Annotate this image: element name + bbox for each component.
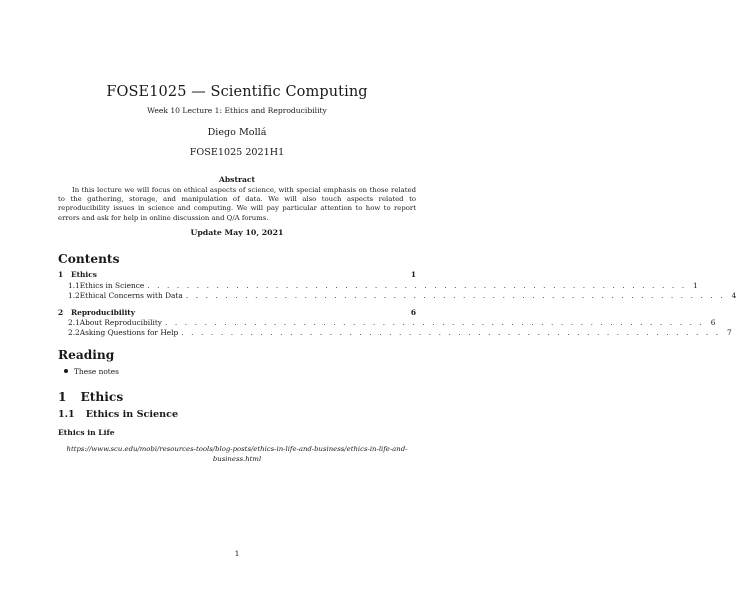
toc-entry[interactable] xyxy=(58,308,416,318)
section-title: Ethics xyxy=(80,390,124,404)
toc-leader-dots: . . . . . . . . . . . . . . . . . . . . . . . . . . . . . . . . . . . . . . . . . . . . . . . . . . . . . . . xyxy=(181,328,721,337)
toc-entry[interactable] xyxy=(58,281,698,291)
toc-entry-label: Ethics xyxy=(71,270,97,279)
paragraph-heading: Ethics in Life xyxy=(58,428,115,437)
toc-leader-dots: . . . . . . . . . . . . . . . . . . . . . . . . . . . . . . . . . . . . . . . . . . . . . . . . . . . . . . . xyxy=(147,281,687,290)
toc-entry-number: 2.2 xyxy=(68,328,80,337)
section-number: 1 xyxy=(58,390,67,404)
toc-entry-number: 2.1 xyxy=(68,318,80,327)
toc-leader-dots: . . . . . . . . . . . . . . . . . . . . . . . . . . . . . . . . . . . . . . . . . . . . . . . . . . . . . . . xyxy=(185,291,726,300)
abstract-text: In this lecture we will focus on ethical aspects of science, with special emphasis on those related to the gathering, storage, and manipulation of data. We will also touch aspects related to reproducibility issues in science and computing. We will pay particular attention to how to report errors and ask for help in online discussion and Q/A forums. xyxy=(58,186,416,222)
subsection-heading xyxy=(58,409,178,420)
document-title: FOSE1025 — Scientific Computing xyxy=(106,84,368,100)
toc-entry-label: Ethics in Science xyxy=(79,281,145,290)
reading-item-label: These notes xyxy=(74,367,119,376)
bullet-icon xyxy=(64,369,68,373)
section-heading xyxy=(58,390,123,404)
toc-entry-number: 1.1 xyxy=(68,281,80,290)
page-number: 1 xyxy=(234,549,240,558)
reading-heading: Reading xyxy=(58,348,115,362)
document-author: Diego Mollá xyxy=(207,127,267,138)
toc-entry[interactable] xyxy=(58,291,736,301)
toc-entry-page: 6 xyxy=(710,318,716,327)
reference-link[interactable]: https://www.scu.edu/mobi/resources-tools/blog-posts/ethics-in-life-and-business/ethics-in-life-and-business.html xyxy=(66,445,408,463)
toc-entry-label: Asking Questions for Help xyxy=(79,328,179,337)
subsection-title: Ethics in Science xyxy=(85,409,179,420)
document-subtitle: Week 10 Lecture 1: Ethics and Reproducibility xyxy=(147,106,327,115)
toc-entry-page: 1 xyxy=(693,281,698,290)
toc-entry-number: 2 xyxy=(58,308,64,317)
toc-entry-label: Reproducibility xyxy=(71,308,135,317)
toc-entry[interactable] xyxy=(58,328,732,338)
abstract-heading: Abstract xyxy=(218,175,256,184)
toc-entry-page: 6 xyxy=(410,308,416,317)
toc-leader-dots: . . . . . . . . . . . . . . . . . . . . . . . . . . . . . . . . . . . . . . . . . . . . . . . . . . . . . . . xyxy=(164,318,705,327)
toc-entry-page: 1 xyxy=(410,270,416,279)
reading-list-item xyxy=(64,367,119,376)
toc-entry-number: 1.2 xyxy=(68,291,80,300)
contents-heading: Contents xyxy=(58,252,120,266)
toc-entry-page: 4 xyxy=(731,291,736,300)
toc-entry-page: 7 xyxy=(727,328,732,337)
update-date: Update May 10, 2021 xyxy=(190,228,284,237)
toc-entry-number: 1 xyxy=(58,270,64,279)
document-course: FOSE1025 2021H1 xyxy=(189,147,285,158)
subsection-number: 1.1 xyxy=(58,409,75,420)
toc-entry[interactable] xyxy=(58,270,416,280)
toc-entry[interactable] xyxy=(58,318,716,328)
toc-entry-label: About Reproducibility xyxy=(79,318,162,327)
toc-entry-label: Ethical Concerns with Data xyxy=(79,291,183,300)
